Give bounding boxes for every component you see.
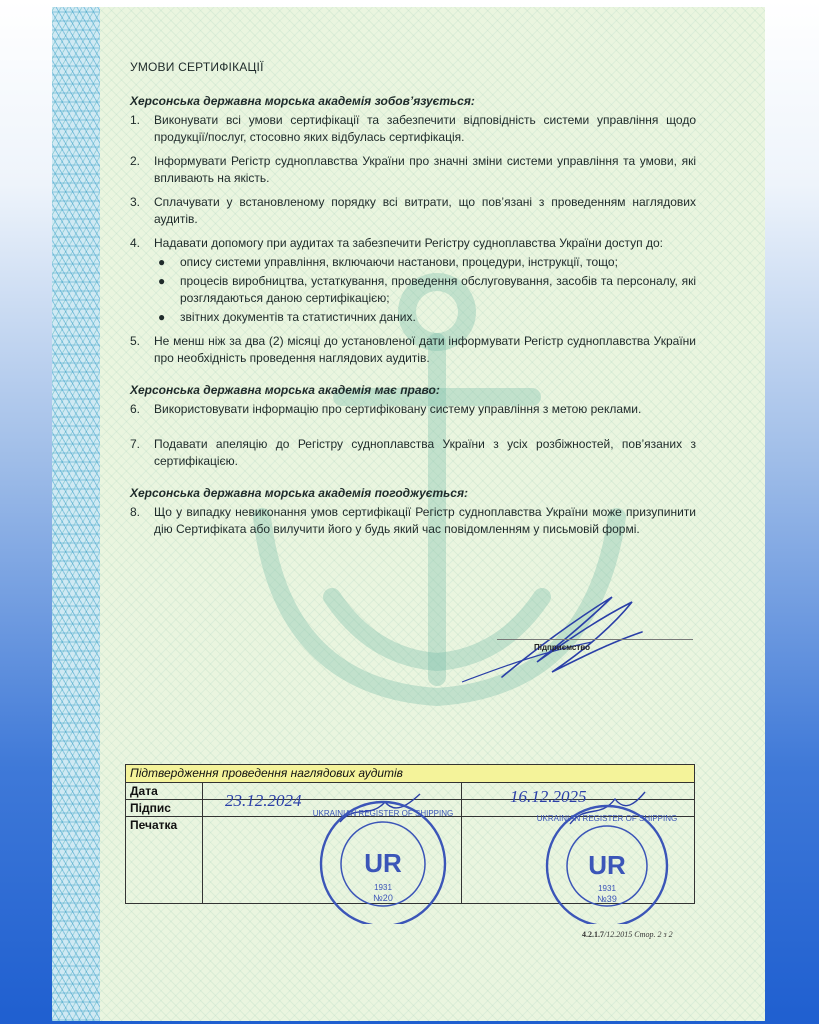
item-text: Виконувати всі умови сертифікації та забезпечити відповідність системи управління щодо продукції/послуг, стосовно яких відбулась сертифікація. [154, 113, 696, 144]
bullet-icon: ● [158, 255, 166, 269]
item-text: Надавати допомогу при аудитах та забезпечити Регістру судноплавства України доступ до: [154, 236, 664, 250]
party-obligations-heading: Херсонська державна морська академія зобов’язується: [130, 94, 475, 108]
svg-text:UKRAINIAN REGISTER OF SHIPPING: UKRAINIAN REGISTER OF SHIPPING [312, 809, 454, 818]
row-label-date: Дата [126, 783, 203, 800]
item-number: 8. [130, 505, 141, 519]
list-item [130, 112, 696, 146]
audit-cell [203, 800, 462, 817]
row-label-signature: Підпис [126, 800, 203, 817]
guilloche-border [52, 7, 100, 1021]
list-item [130, 504, 696, 538]
form-code: 4.2.1.7/12.2015 Стор. 2 з 2 [582, 930, 673, 939]
list-item [130, 153, 696, 187]
bullet-item: ● процесів виробництва, устаткування, проведення обслуговування, засобів та персоналу, які розглядаються даною сертифікацією; [154, 273, 696, 307]
item-text: Сплачувати у встановленому порядку всі витрати, що пов’язані з проведенням наглядових аудитів. [154, 195, 696, 226]
list-item [130, 235, 696, 326]
row-label-stamp: Печатка [126, 817, 203, 904]
section-heading: УМОВИ СЕРТИФІКАЦІЇ [130, 60, 264, 74]
list-item [130, 194, 696, 228]
svg-text:№20: №20 [373, 893, 393, 903]
item-number: 4. [130, 236, 141, 250]
item-text: Використовувати інформацію про сертифіковану систему управління з метою реклами. [154, 402, 642, 416]
party-agrees-heading: Херсонська державна морська академія погоджується: [130, 486, 469, 500]
bullet-icon: ● [158, 274, 166, 288]
handwritten-date: 23.12.2024 [225, 791, 302, 810]
item-text: Подавати апеляцію до Регістру судноплавства України з усіх розбіжностей, пов’язаних з сертифікацією. [154, 437, 696, 468]
item-number: 2. [130, 154, 141, 168]
table-title: Підтвердження проведення наглядових аудитів [126, 765, 695, 783]
signature-line [497, 639, 693, 640]
item-text: Не менш ніж за два (2) місяці до установленої дати інформувати Регістр судноплавства України про необхідність проведення наглядових аудитів. [154, 334, 696, 365]
audit-cell [203, 783, 462, 800]
certificate-page [52, 7, 765, 1021]
item-number: 1. [130, 113, 141, 127]
item-number: 6. [130, 402, 141, 416]
audit-confirmation-table [125, 764, 695, 904]
bullet-icon: ● [158, 310, 166, 324]
handwritten-signature [442, 582, 662, 692]
conditions-text [130, 59, 696, 538]
svg-text:UR: UR [588, 850, 626, 880]
access-bullet-list [154, 254, 696, 326]
audit-cell [462, 800, 695, 817]
audit-cell [462, 783, 695, 800]
handwritten-date: 16.12.2025 [510, 787, 587, 806]
bullet-item: ● звітних документів та статистичних даних. [154, 309, 696, 326]
svg-text:№39: №39 [597, 894, 617, 904]
list-item [130, 401, 696, 418]
svg-text:UKRAINIAN REGISTER OF SHIPPING: UKRAINIAN REGISTER OF SHIPPING [536, 814, 678, 823]
svg-text:1931: 1931 [374, 883, 392, 892]
list-item [130, 333, 696, 367]
item-text: Що у випадку невиконання умов сертифікації Регістр судноплавства України може призупинити дію Сертифіката або вилучити його у будь який час повідомленням у письмовій формі. [154, 505, 696, 536]
item-number: 5. [130, 334, 141, 348]
item-number: 3. [130, 195, 141, 209]
svg-text:1931: 1931 [598, 884, 616, 893]
item-number: 7. [130, 437, 141, 451]
party-rights-heading: Херсонська державна морська академія має право: [130, 383, 440, 397]
list-item [130, 436, 696, 470]
svg-text:UR: UR [364, 848, 402, 878]
audit-cell [203, 817, 462, 904]
audit-cell [462, 817, 695, 904]
bullet-item: ● опису системи управління, включаючи настанови, процедури, інструкції, тощо; [154, 254, 696, 271]
item-text: Інформувати Регістр судноплавства України про значні зміни системи управління та умови, які впливають на якість. [154, 154, 696, 185]
signature-label: Підприємство [534, 643, 590, 652]
